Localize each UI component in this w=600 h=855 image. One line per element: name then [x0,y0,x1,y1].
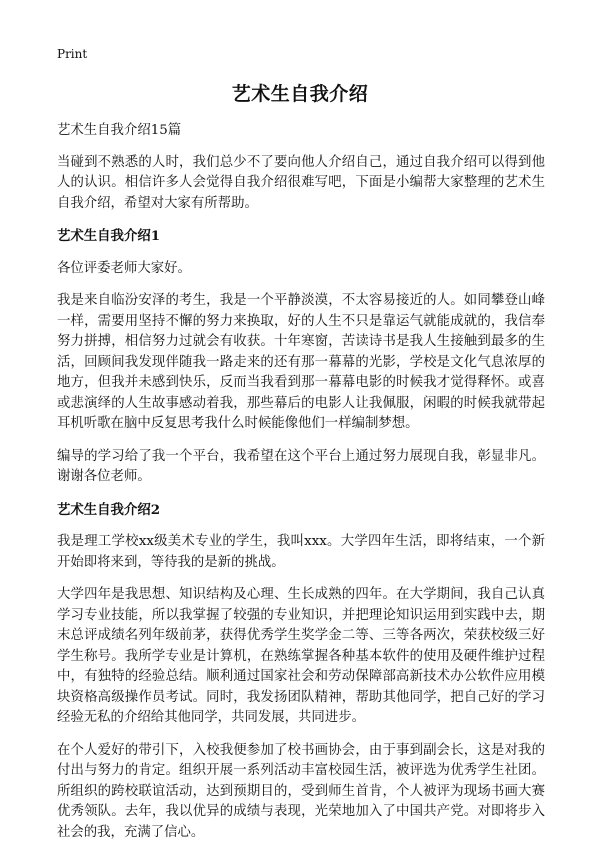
section-heading-1: 艺术生自我介绍1 [57,228,161,244]
section-heading-2: 艺术生自我介绍2 [57,501,161,518]
section-2-paragraph-1: 我是理工学校xx级美术专业的学生，我叫xxx。大学四年生活，即将结束，一个新开始即将来到，等待我的是新的挑战。 [57,534,545,570]
document-body [57,121,545,855]
section-2-paragraph-3: 在个人爱好的带引下，入校我便参加了校书画协会，由于事到副会长，这是对我的付出与努力的肯定。组织开展一系列活动丰富校园生活，被评选为优秀学生社团。所组织的跨校联谊活动，达到预期目的，受到师生首肯，个人被评为现场书画大赛优秀领队。去年，我以优异的成绩与表现，光荣地加入了中国共产党。对即将步入社会的我，充满了信心。 [57,742,545,840]
intro-paragraph: 当碰到不熟悉的人时，我们总少不了要向他人介绍自己，通过自我介绍可以得到他人的认识。相信许多人会觉得自我介绍很难写吧，下面是小编帮大家整理的艺术生自我介绍，希望对大家有所帮助。 [57,154,545,211]
document-subtitle: 艺术生自我介绍15篇 [57,123,182,138]
print-link[interactable]: Print [57,47,88,61]
document-title: 艺术生自我介绍 [231,83,369,105]
section-2-paragraph-2: 大学四年是我思想、知识结构及心理、生长成熟的四年。在大学期间，我自己认真学习专业技能，所以我掌握了较强的专业知识，并把理论知识运用到实践中去，期末总评成绩名列年级前茅，获得优秀学生奖学金二等、三等各两次，荣获校级三好学生称号。我所学专业是计算机，在熟练掌握各种基本软件的使用及硬件维护过程中，有独特的经验总结。顺利通过国家社会和劳动保障部高新技术办公软件应用模块资格高级操作员考试。同时，我发扬团队精神，帮助其他同学，把自己好的学习经验无私的介绍给其他同学，共同发展，共同进步。 [57,587,545,725]
section-1-paragraph-2: 我是来自临汾安泽的考生，我是一个平静淡漠，不太容易接近的人。如同攀登山峰一样，需要用坚持不懈的努力来换取，好的人生不只是靠运气就能成就的，我信奉努力拼搏，相信努力过就会有收获。十年寒窗，苦读诗书是我人生接触到最多的生活，回顾间我发现伴随我一路走来的还有那一幕幕的光影，学校是文化气息浓厚的地方，但我并未感到快乐，反而当我看到那一幕幕电影的时候我才觉得释怀。或喜或悲演绎的人生故事感动着我，那些幕后的电影人让我佩服，闲暇的时候我就带起耳机听歌在脑中反复思考我什么时候能像他们一样编制梦想。 [57,293,545,431]
section-1-paragraph-1: 各位评委老师大家好。 [57,260,191,276]
section-1-paragraph-3: 编导的学习给了我一个平台，我希望在这个平台上通过努力展现自我，彰显非凡。谢谢各位老师。 [57,448,545,484]
